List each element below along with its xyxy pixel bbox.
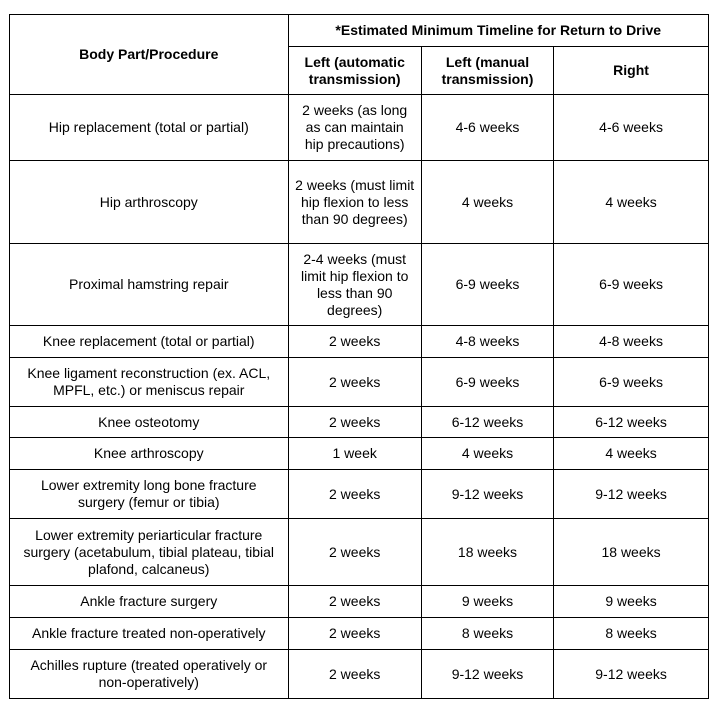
cell-right: 4-6 weeks [554, 95, 709, 161]
cell-left-automatic: 2 weeks (as long as can maintain hip precautions) [288, 95, 421, 161]
cell-procedure: Ankle fracture surgery [10, 586, 289, 618]
header-group-title: *Estimated Minimum Timeline for Return to Drive [288, 15, 708, 47]
cell-left-manual: 9-12 weeks [421, 470, 553, 519]
cell-left-manual: 9-12 weeks [421, 650, 553, 699]
table-row [10, 95, 709, 161]
cell-left-manual: 8 weeks [421, 618, 553, 650]
table-row [10, 650, 709, 699]
table-row [10, 326, 709, 358]
cell-left-manual: 6-12 weeks [421, 407, 553, 438]
cell-left-automatic: 1 week [288, 438, 421, 470]
cell-procedure: Knee arthroscopy [10, 438, 289, 470]
cell-procedure: Knee ligament reconstruction (ex. ACL, MPFL, etc.) or meniscus repair [10, 358, 289, 407]
cell-right: 9-12 weeks [554, 470, 709, 519]
cell-left-automatic: 2 weeks [288, 650, 421, 699]
table-row [10, 438, 709, 470]
cell-left-manual: 6-9 weeks [421, 244, 553, 326]
cell-left-automatic: 2 weeks [288, 326, 421, 358]
cell-left-manual: 4-8 weeks [421, 326, 553, 358]
cell-procedure: Ankle fracture treated non-operatively [10, 618, 289, 650]
table-row [10, 358, 709, 407]
cell-right: 6-9 weeks [554, 358, 709, 407]
cell-procedure: Lower extremity long bone fracture surgery (femur or tibia) [10, 470, 289, 519]
cell-left-automatic: 2 weeks [288, 407, 421, 438]
header-left-automatic: Left (automatic transmission) [288, 47, 421, 95]
cell-right: 4 weeks [554, 438, 709, 470]
cell-left-manual: 9 weeks [421, 586, 553, 618]
cell-left-automatic: 2-4 weeks (must limit hip flexion to less than 90 degrees) [288, 244, 421, 326]
cell-procedure: Hip replacement (total or partial) [10, 95, 289, 161]
header-right: Right [554, 47, 709, 95]
cell-left-manual: 6-9 weeks [421, 358, 553, 407]
cell-left-manual: 4 weeks [421, 438, 553, 470]
table-row [10, 407, 709, 438]
header-row-group [10, 15, 709, 47]
cell-right: 8 weeks [554, 618, 709, 650]
cell-left-automatic: 2 weeks (must limit hip flexion to less than 90 degrees) [288, 161, 421, 244]
cell-right: 6-9 weeks [554, 244, 709, 326]
table-row [10, 470, 709, 519]
cell-procedure: Knee osteotomy [10, 407, 289, 438]
return-to-drive-table [9, 14, 709, 699]
table-row [10, 161, 709, 244]
cell-left-automatic: 2 weeks [288, 470, 421, 519]
cell-procedure: Hip arthroscopy [10, 161, 289, 244]
cell-left-automatic: 2 weeks [288, 586, 421, 618]
table-header [10, 15, 709, 95]
cell-left-automatic: 2 weeks [288, 618, 421, 650]
cell-right: 6-12 weeks [554, 407, 709, 438]
cell-left-automatic: 2 weeks [288, 519, 421, 586]
cell-right: 4-8 weeks [554, 326, 709, 358]
header-left-manual: Left (manual transmission) [421, 47, 553, 95]
table-row [10, 519, 709, 586]
header-body-part: Body Part/Procedure [10, 15, 289, 95]
cell-procedure: Knee replacement (total or partial) [10, 326, 289, 358]
cell-right: 9 weeks [554, 586, 709, 618]
cell-procedure: Lower extremity periarticular fracture surgery (acetabulum, tibial plateau, tibial plafond, calcaneus) [10, 519, 289, 586]
cell-left-manual: 4-6 weeks [421, 95, 553, 161]
table-row [10, 618, 709, 650]
cell-right: 9-12 weeks [554, 650, 709, 699]
cell-left-manual: 4 weeks [421, 161, 553, 244]
table-body [10, 95, 709, 699]
table-row [10, 244, 709, 326]
cell-right: 4 weeks [554, 161, 709, 244]
cell-left-manual: 18 weeks [421, 519, 553, 586]
cell-left-automatic: 2 weeks [288, 358, 421, 407]
cell-procedure: Achilles rupture (treated operatively or non-operatively) [10, 650, 289, 699]
cell-right: 18 weeks [554, 519, 709, 586]
cell-procedure: Proximal hamstring repair [10, 244, 289, 326]
table-row [10, 586, 709, 618]
